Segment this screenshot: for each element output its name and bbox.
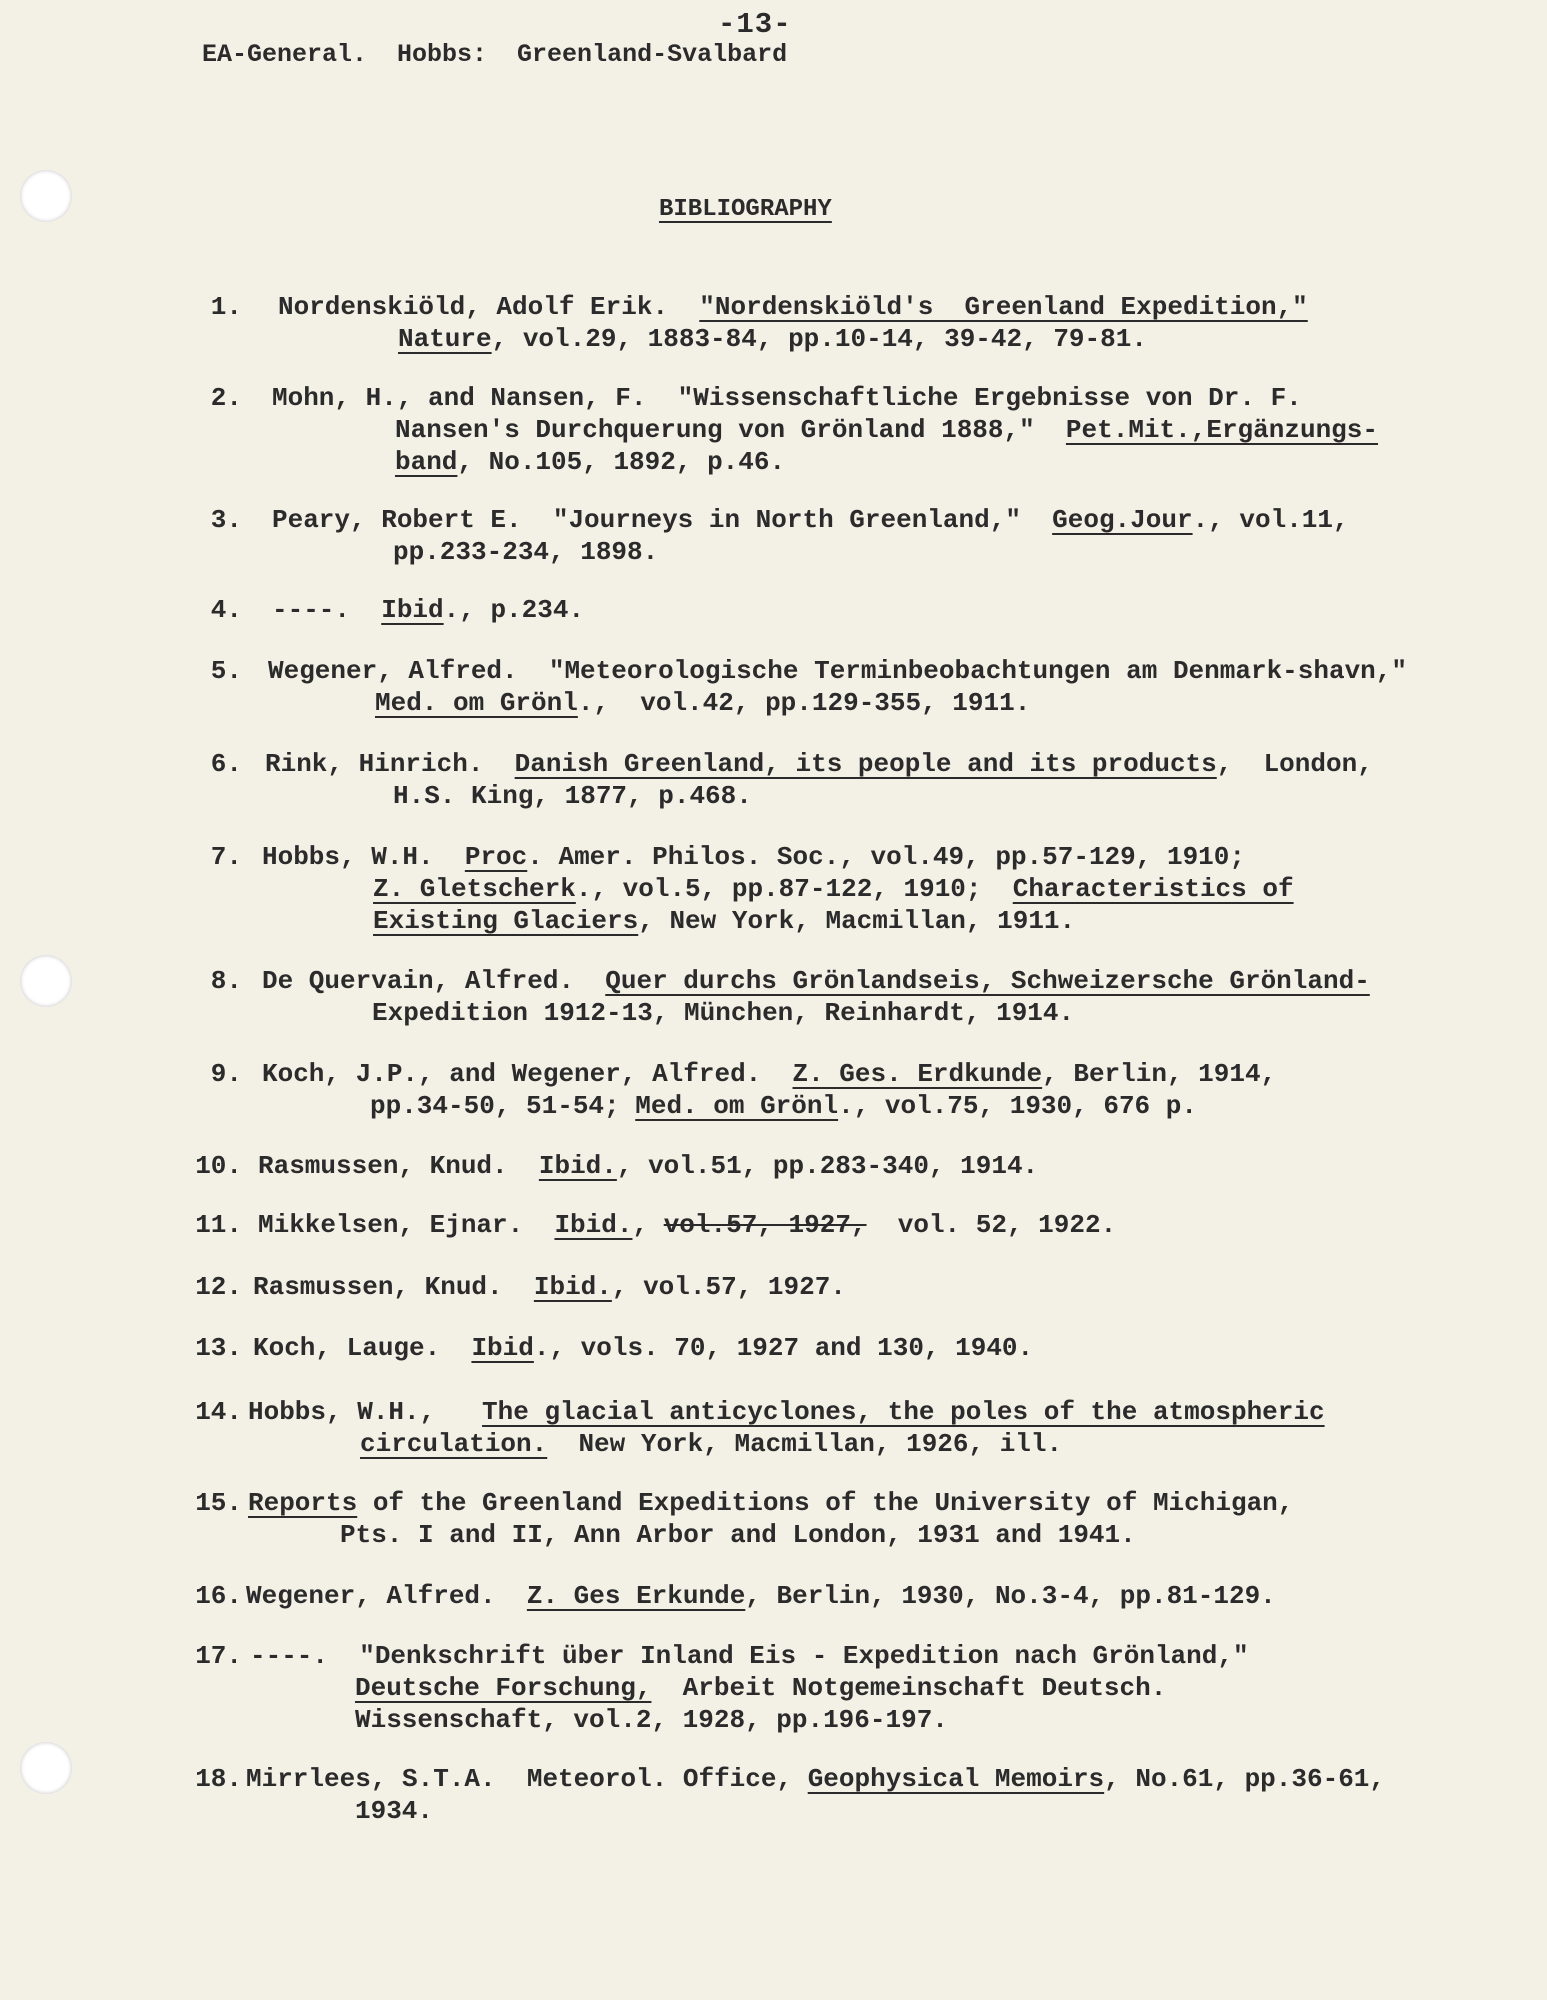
entry-text: Hobbs, W.H.	[262, 842, 465, 872]
entry-number: 5.	[210, 656, 242, 686]
entry-text: , Berlin, 1914,	[1042, 1059, 1277, 1089]
entry-text: vol. 52, 1922.	[866, 1210, 1117, 1240]
entry-text: 1934.	[355, 1796, 434, 1826]
entry-text: Nordenskiöld, Adolf Erik.	[278, 292, 700, 322]
entry-text: , vol.51, pp.283-340, 1914.	[616, 1151, 1039, 1181]
struck-text: vol.57, 1927,	[663, 1210, 867, 1240]
entry-line	[398, 324, 1147, 355]
entry-line	[340, 1520, 1136, 1551]
underlined-title: Z. Ges Erkunde	[526, 1581, 746, 1611]
entry-text: . Amer. Philos. Soc., vol.49, pp.57-129, 1910;	[527, 842, 1245, 872]
entry-text: of the Greenland Expeditions of the University of Michigan,	[357, 1488, 1294, 1518]
entry-line	[262, 1059, 1276, 1090]
entry-line	[393, 537, 658, 568]
entry-text: pp.34-50, 51-54;	[370, 1091, 636, 1121]
entry-text: , Berlin, 1930, No.3-4, pp.81-129.	[745, 1581, 1276, 1611]
entry-number: 2.	[210, 383, 242, 413]
punch-hole	[20, 170, 72, 222]
entry-text: ., vol.5, pp.87-122, 1910;	[575, 874, 1013, 904]
entry-line	[393, 781, 752, 812]
entry-number: 13.	[195, 1333, 242, 1363]
entry-line	[355, 1796, 433, 1827]
entry-text: Koch, J.P., and Wegener, Alfred.	[262, 1059, 793, 1089]
entry-text: Rasmussen, Knud.	[253, 1272, 534, 1302]
page-title: BIBLIOGRAPHY	[659, 196, 832, 223]
entry-line	[372, 998, 1074, 1029]
entry-line	[272, 383, 1302, 414]
underlined-title: Ibid	[471, 1333, 534, 1363]
entry-line	[253, 1333, 1033, 1364]
entry-line	[265, 749, 1373, 780]
entry-line	[248, 1397, 1325, 1428]
entry-line	[253, 1272, 846, 1303]
entry-line	[258, 1151, 1038, 1182]
underlined-title: Ibid.	[533, 1272, 612, 1302]
entry-line	[278, 292, 1308, 323]
entry-number: 4.	[210, 595, 242, 625]
underlined-title: "Nordenskiöld's Greenland Expedition,"	[699, 292, 1308, 322]
entry-text: Rasmussen, Knud.	[258, 1151, 539, 1181]
entry-text: Mikkelsen, Ejnar.	[258, 1210, 555, 1240]
entry-text: ----.	[272, 595, 382, 625]
entry-line	[395, 415, 1378, 446]
entry-number: 1.	[210, 292, 242, 322]
entry-text: Rink, Hinrich.	[265, 749, 515, 779]
entry-text: Peary, Robert E. "Journeys in North Greenland,"	[272, 505, 1053, 535]
underlined-title: Characteristics of	[1012, 874, 1294, 904]
entry-line	[355, 1673, 1166, 1704]
entry-text: Pts. I and II, Ann Arbor and London, 1931 and 1941.	[340, 1520, 1136, 1550]
entry-number: 3.	[210, 505, 242, 535]
underlined-title: Pet.Mit.,Ergänzungs-	[1065, 415, 1378, 445]
entry-number: 16.	[195, 1581, 242, 1611]
entry-text: H.S. King, 1877, p.468.	[393, 781, 752, 811]
underlined-title: Nature	[398, 324, 492, 354]
entry-text: Wegener, Alfred.	[246, 1581, 527, 1611]
entry-line	[246, 1764, 1385, 1795]
underlined-title: Geog.Jour	[1052, 505, 1193, 535]
entry-number: 15.	[195, 1488, 242, 1518]
entry-text: Koch, Lauge.	[253, 1333, 472, 1363]
punch-hole	[20, 955, 72, 1007]
entry-line	[373, 906, 1075, 937]
entry-line	[262, 966, 1370, 997]
entry-line	[258, 1210, 1116, 1241]
entry-text: ., vol.42, pp.129-355, 1911.	[577, 688, 1031, 718]
entry-text: New York, Macmillan, 1926, ill.	[547, 1429, 1063, 1459]
entry-line	[248, 1488, 1293, 1519]
entry-number: 8.	[210, 966, 242, 996]
entry-number: 18.	[195, 1764, 242, 1794]
underlined-title: Ibid	[381, 595, 444, 625]
entry-text: , No.61, pp.36-61,	[1104, 1764, 1386, 1794]
entry-text: Expedition 1912-13, München, Reinhardt, 1914.	[372, 998, 1075, 1028]
document-header: EA-General. Hobbs: Greenland-Svalbard	[202, 40, 788, 69]
entry-text: pp.233-234, 1898.	[393, 537, 659, 567]
entry-line	[268, 656, 1407, 687]
entry-text: , No.105, 1892, p.46.	[457, 447, 786, 477]
entry-text: ., vols. 70, 1927 and 130, 1940.	[533, 1333, 1034, 1363]
entry-line	[262, 842, 1245, 873]
entry-text: , vol.29, 1883-84, pp.10-14, 39-42, 79-81.	[491, 324, 1147, 354]
underlined-title: Deutsche Forschung,	[355, 1673, 652, 1703]
entry-number: 6.	[210, 749, 242, 779]
underlined-title: Ibid.	[538, 1151, 617, 1181]
entry-line	[370, 1091, 1197, 1122]
entry-line	[395, 447, 785, 478]
entry-text: Wegener, Alfred. "Meteorologische Terminbeobachtungen am Denmark-shavn,"	[268, 656, 1407, 686]
entry-line	[246, 1581, 1276, 1612]
entry-text: ., p.234.	[443, 595, 585, 625]
underlined-title: Med. om Grönl	[375, 688, 578, 718]
entry-number: 17.	[195, 1641, 242, 1671]
entry-number: 9.	[210, 1059, 242, 1089]
underlined-title: Ibid.	[554, 1210, 633, 1240]
page-number: -13-	[718, 8, 792, 41]
entry-text: Mohn, H., and Nansen, F. "Wissenschaftliche Ergebnisse von Dr. F.	[272, 383, 1302, 413]
entry-text: ., vol.11,	[1192, 505, 1349, 535]
underlined-title: Reports	[248, 1488, 358, 1518]
underlined-title: circulation.	[360, 1429, 548, 1459]
entry-text: Arbeit Notgemeinschaft Deutsch.	[651, 1673, 1167, 1703]
entry-number: 11.	[195, 1210, 242, 1240]
entry-text: Mirrlees, S.T.A. Meteorol. Office,	[246, 1764, 808, 1794]
entry-number: 14.	[195, 1397, 242, 1427]
punch-hole	[20, 1742, 72, 1794]
entry-line	[272, 505, 1349, 536]
entry-text: , vol.57, 1927.	[611, 1272, 846, 1302]
entry-line	[355, 1705, 948, 1736]
entry-text: De Quervain, Alfred.	[262, 966, 606, 996]
entry-text: ,	[632, 1210, 664, 1240]
underlined-title: Existing Glaciers	[373, 906, 639, 936]
entry-text: Hobbs, W.H.,	[248, 1397, 483, 1427]
entry-text: ----. "Denkschrift über Inland Eis - Expedition nach Grönland,"	[250, 1641, 1249, 1671]
entry-number: 10.	[195, 1151, 242, 1181]
entry-text: Nansen's Durchquerung von Grönland 1888,"	[395, 415, 1066, 445]
entry-text: ., vol.75, 1930, 676 p.	[838, 1091, 1197, 1121]
underlined-title: The glacial anticyclones, the poles of the atmospheric	[482, 1397, 1325, 1427]
underlined-title: Geophysical Memoirs	[807, 1764, 1105, 1794]
entry-line	[250, 1641, 1249, 1672]
entry-line	[272, 595, 584, 626]
underlined-title: Med. om Grönl	[635, 1091, 839, 1121]
underlined-title: Danish Greenland, its people and its products	[514, 749, 1217, 779]
entry-number: 12.	[195, 1272, 242, 1302]
entry-line	[375, 688, 1030, 719]
underlined-title: Z. Ges. Erdkunde	[792, 1059, 1043, 1089]
entry-text: Wissenschaft, vol.2, 1928, pp.196-197.	[355, 1705, 948, 1735]
underlined-title: Z. Gletscherk	[373, 874, 576, 904]
entry-text: , New York, Macmillan, 1911.	[638, 906, 1076, 936]
entry-line	[360, 1429, 1062, 1460]
underlined-title: Quer durchs Grönlandseis, Schweizersche Grönland-	[605, 966, 1370, 996]
entry-line	[373, 874, 1294, 905]
entry-number: 7.	[210, 842, 242, 872]
entry-text: , London,	[1216, 749, 1373, 779]
underlined-title: Proc	[464, 842, 528, 872]
underlined-title: band	[395, 447, 458, 477]
